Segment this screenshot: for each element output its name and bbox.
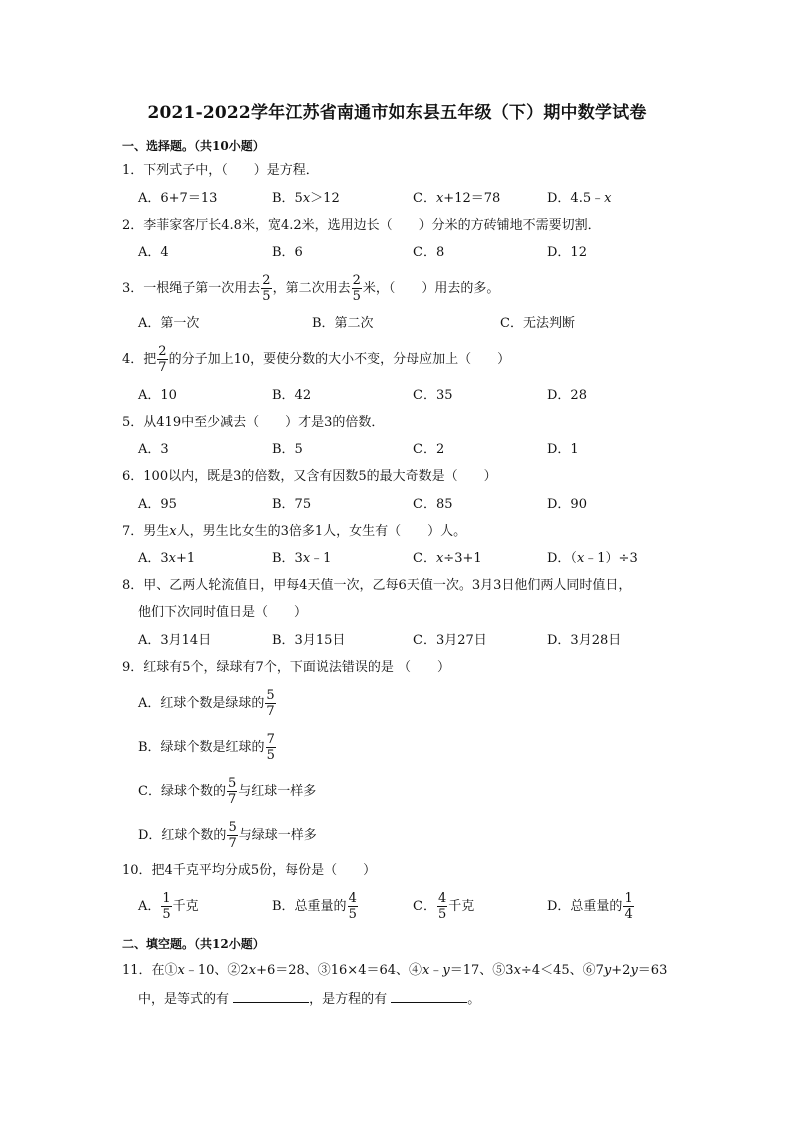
section-heading-choice: 一、选择题。（共10小题） (122, 139, 265, 153)
fraction: $\frac{7}{5}$ (266, 732, 275, 763)
q10-option-c: C． $\frac{4}{5}$ 千克 (413, 891, 475, 922)
question-6-stem: 6．100以内，既是3的倍数，又含有因数5的最大奇数是（ ） (122, 469, 497, 484)
q3-option-c: C．无法判断 (500, 316, 575, 331)
fraction: $\frac{1}{4}$ (624, 891, 633, 922)
question-1-stem: 1．下列式子中，（ ）是方程． (122, 163, 319, 178)
q3-option-b: B．第二次 (312, 316, 374, 331)
q4-option-d: D．28 (547, 388, 587, 403)
q9-option-b: B．绿球个数是红球的 $\frac{7}{5}$ (138, 732, 275, 763)
q5-option-b: B．5 (272, 442, 303, 457)
answer-blank-formulas[interactable] (391, 990, 467, 1003)
q4-option-b: B．42 (272, 388, 312, 403)
fraction: $\frac{5}{7}$ (266, 688, 275, 719)
fraction: $\frac{5}{7}$ (228, 820, 237, 851)
q8-option-d: D．3月28日 (547, 633, 622, 648)
q8-option-b: B．3月15日 (272, 633, 346, 648)
q1-option-a: A．6+7＝13 (138, 191, 218, 206)
fraction: $\frac{4}{5}$ (348, 891, 357, 922)
question-8-stem-line1: 8．甲、乙两人轮流值日，甲每4天值一次，乙每6天值一次。3月3日他们两人同时值日， (122, 578, 632, 593)
question-4-stem: 4．把 $\frac{2}{7}$ 的分子加上10，要使分数的大小不变，分母应加上（ ） (122, 344, 511, 375)
q2-option-c: C．8 (413, 245, 445, 260)
q8-option-a: A．3月14日 (138, 633, 212, 648)
answer-blank-equations[interactable] (233, 990, 309, 1003)
page-title: 2021-2022学年江苏省南通市如东县五年级（下）期中数学试卷 (147, 103, 647, 123)
q3-option-a: A．第一次 (138, 316, 200, 331)
q2-option-a: A．4 (138, 245, 169, 260)
question-5-stem: 5．从419中至少减去（ ）才是3的倍数． (122, 415, 385, 430)
section-heading-fill: 二、填空题。（共12小题） (122, 937, 265, 951)
q10-option-b: B．总重量的 $\frac{4}{5}$ (272, 891, 357, 922)
q6-option-c: C．85 (413, 497, 453, 512)
q1-option-b: B．5x＞12 (272, 191, 340, 206)
q1-option-d: D．4.5﹣x (547, 191, 612, 206)
question-8-stem-line2: 他们下次同时值日是（ ） (138, 605, 308, 620)
q9-option-c: C．绿球个数的 $\frac{5}{7}$ 与红球一样多 (138, 776, 317, 807)
fraction: $\frac{2}{5}$ (262, 273, 271, 304)
q5-option-c: C．2 (413, 442, 445, 457)
q9-option-a: A．红球个数是绿球的 $\frac{5}{7}$ (138, 688, 275, 719)
fraction: $\frac{2}{7}$ (158, 344, 167, 375)
question-11-line2: 中，是等式的有 ，是方程的有 。 (138, 992, 481, 1007)
q2-option-b: B．6 (272, 245, 303, 260)
q4-option-a: A．10 (138, 388, 177, 403)
q4-option-c: C．35 (413, 388, 453, 403)
question-2-stem: 2．李菲家客厅长4.8米，宽4.2米，选用边长（ ）分米的方砖铺地不需要切割． (122, 218, 601, 233)
q1-option-c: C．x+12＝78 (413, 191, 501, 206)
fraction: $\frac{4}{5}$ (437, 891, 447, 922)
q9-option-d: D．红球个数的 $\frac{5}{7}$ 与绿球一样多 (138, 820, 317, 851)
q10-option-d: D．总重量的 $\frac{1}{4}$ (547, 891, 633, 922)
q6-option-a: A．95 (138, 497, 177, 512)
fraction: $\frac{5}{7}$ (227, 776, 237, 807)
q10-option-a: A． $\frac{1}{5}$ 千克 (138, 891, 199, 922)
fraction: $\frac{2}{5}$ (352, 273, 361, 304)
question-11-line1: 11．在①x﹣10、②2x+6＝28、③16×4＝64、④x﹣y＝17、⑤3x÷4＜45、⑥7y+2y＝63 (122, 963, 668, 978)
q2-option-d: D．12 (547, 245, 587, 260)
q7-option-d: D．（x﹣1）÷3 (547, 551, 638, 566)
q5-option-a: A．3 (138, 442, 169, 457)
q7-option-a: A．3x+1 (138, 551, 196, 566)
q8-option-c: C．3月27日 (413, 633, 487, 648)
fraction: $\frac{1}{5}$ (162, 891, 171, 922)
q6-option-b: B．75 (272, 497, 312, 512)
q6-option-d: D．90 (547, 497, 587, 512)
q5-option-d: D．1 (547, 442, 579, 457)
question-10-stem: 10．把4千克平均分成5份，每份是（ ） (122, 863, 377, 878)
question-9-stem: 9．红球有5个，绿球有7个，下面说法错误的是 （ ） (122, 660, 450, 675)
q7-option-b: B．3x﹣1 (272, 551, 332, 566)
question-3-stem: 3．一根绳子第一次用去 $\frac{2}{5}$ ，第二次用去 $\frac{2}{5}$ 米，（ ）用去的多。 (122, 273, 500, 304)
q7-option-c: C．x÷3+1 (413, 551, 482, 566)
question-7-stem: 7．男生x人，男生比女生的3倍多1人，女生有（ ）人。 (122, 524, 467, 539)
